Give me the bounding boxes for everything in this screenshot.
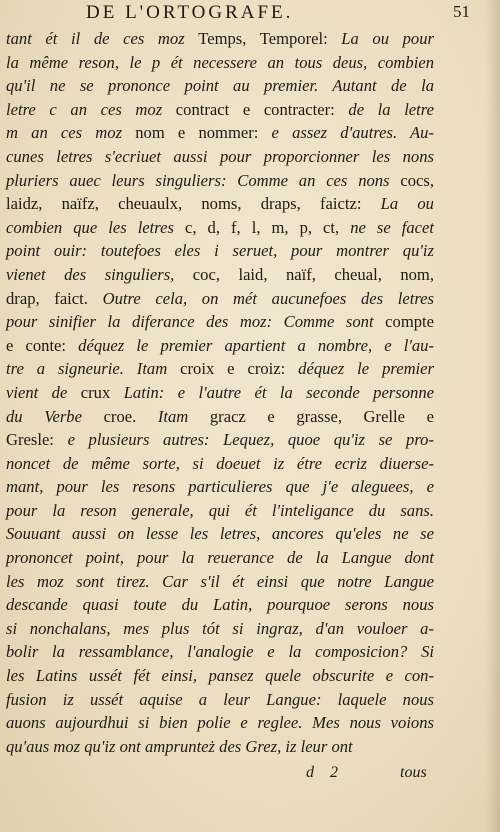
italic-segment: ne se facet [350,217,435,237]
text-line [6,570,434,594]
roman-segment: croix e croiz: [180,359,299,379]
roman-segment: Gresle: [6,430,68,450]
italic-segment: m an ces moz [6,123,136,143]
roman-segment: gracz e grasse, Grelle e [209,406,434,426]
italic-segment: descande quasi toute du Latin, pourquoe serons nous [6,595,434,615]
page-number: 51 [453,2,470,21]
roman-segment: contract e contracter: [175,99,349,119]
text-line [6,192,434,216]
text-line [6,546,434,570]
running-head [0,2,500,24]
roman-segment: cocs, [400,170,434,190]
body-text [6,27,434,758]
text-line [6,475,434,499]
italic-segment: tant ét il de ces moz [6,29,199,48]
text-line [6,334,434,358]
text-line [6,735,434,759]
text-line [6,617,434,641]
text-line [6,640,434,664]
roman-segment: nom e nommer: [135,123,272,143]
italic-segment: combien que les letres [6,217,185,237]
italic-segment: Outre cela, on mét aucunefoes des letres [102,288,435,308]
text-line [6,310,434,334]
roman-segment: c, d, f, l, m, p, ct, [184,217,351,237]
text-line [6,381,434,405]
italic-segment: La ou [380,194,434,214]
italic-segment: les moz sont tirez. Car s'il ét einsi que notre Langue [6,571,434,591]
italic-segment: du Verbe [6,406,104,426]
text-line [6,239,434,263]
text-line [6,263,434,287]
italic-segment: e assez d'autres. Au- [271,123,434,143]
italic-segment: bolir la ressamblance, l'analogie e la composicion? Si [6,642,434,662]
roman-segment: e conte: [6,335,79,355]
text-line [6,522,434,546]
italic-segment: Itam [157,406,210,426]
italic-segment: déquez le premier [298,359,434,379]
italic-segment: si nonchalans, mes plus tót si ingraz, d'an vouloer a- [6,618,434,638]
text-line [6,499,434,523]
italic-segment: Souuant aussi on lesse les letres, ancores qu'eles ne se [6,524,434,544]
text-line [6,27,434,51]
roman-segment: compte [385,312,434,332]
italic-segment: tre a signeurie. Itam [6,359,181,379]
italic-segment: la même reson, le p ét necessere an tous deus, combien [6,52,434,72]
italic-segment: mant, pour les resons particulieres que j'e aleguees, e [6,477,434,497]
text-line [6,688,434,712]
italic-segment: prononcet point, pour la reuerance de la Langue dont [6,548,434,568]
roman-segment: crux [80,382,124,402]
text-line [6,664,434,688]
italic-segment: auons aujourdhui si bien polie e reglee. Mes nous voions [6,713,434,733]
text-line [6,169,434,193]
italic-segment: fusion iz ussét aquise a leur Langue: laquele nous [6,689,434,709]
italic-segment: point ouir: toutefoes eles i seruet, pour montrer qu'iz [6,241,434,261]
italic-segment: de la letre [348,99,434,119]
text-line [6,98,434,122]
italic-segment: letre c an ces moz [6,99,176,119]
roman-segment: coc, laid, naïf, cheual, nom, [192,264,434,284]
roman-segment: drap, faict. [6,288,103,308]
italic-segment: La ou pour [341,29,434,48]
italic-segment: noncet de même sorte, si doeuet iz étre ecriz diuerse- [6,453,434,473]
roman-segment: Temps, Temporel: [198,29,342,48]
italic-segment: qu'il ne se prononce point au premier. Autant de la [6,76,434,96]
text-line [6,452,434,476]
italic-segment: qu'aus moz qu'iz ont amprunteż des Grez, iz leur ont [6,736,353,756]
text-line [6,711,434,735]
running-title: DE L'ORTOGRAFE. [86,2,294,23]
page-footer [0,764,500,788]
roman-segment: laidz, naïfz, cheuaulx, noms, draps, faictz: [6,194,381,214]
italic-segment: e plusieurs autres: Lequez, quoe qu'iz se pro- [67,430,434,450]
italic-segment: Latin: e l'autre ét la seconde personne [123,382,434,402]
italic-segment: vient de [6,382,81,402]
text-line [6,405,434,429]
page-edge-shadow [486,0,500,832]
italic-segment: pour la reson generale, qui ét l'inteligance du sans. [6,500,434,520]
italic-segment: cunes letres s'ecriuet aussi pour proporcionner les nons [6,146,434,166]
text-line [6,428,434,452]
text-line [6,593,434,617]
text-line [6,145,434,169]
text-line [6,216,434,240]
roman-segment: croe. [103,406,158,426]
italic-segment: pluriers auec leurs singuliers: Comme an ces nons [6,170,401,190]
catchword: tous [400,764,427,781]
text-line [6,51,434,75]
text-line [6,74,434,98]
italic-segment: vienet des singuliers, [6,264,193,284]
italic-segment: pour sinifier la diferance des moz: Comme sont [6,312,386,332]
text-line [6,287,434,311]
text-line [6,121,434,145]
italic-segment: les Latins ussét fét einsi, pansez quele obscurite e con- [6,666,434,686]
text-line [6,357,434,381]
signature-mark: d 2 [306,764,344,781]
italic-segment: déquez le premier apartient a nombre, e l'au- [78,335,434,355]
